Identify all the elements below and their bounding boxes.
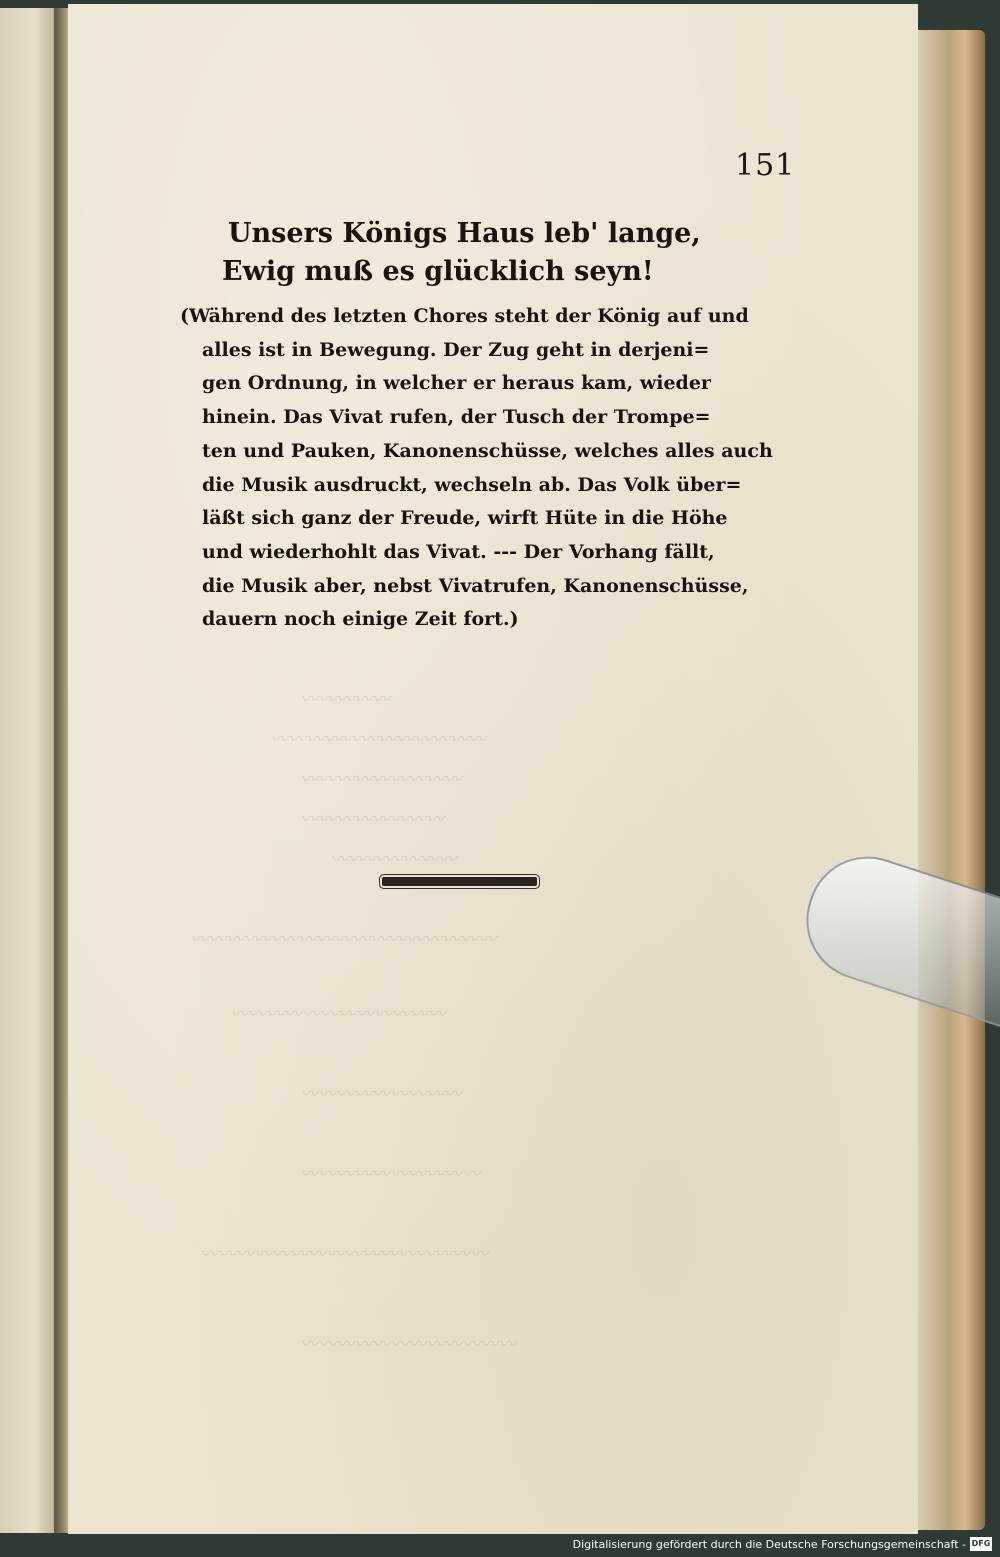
- show-through-text: 〰〰〰〰〰〰〰〰〰〰: [300, 1164, 480, 1185]
- stage-direction-line: die Musik aber, nebst Vivatrufen, Kanonenschüsse,: [202, 574, 749, 597]
- stage-direction: [180, 300, 800, 637]
- stage-direction-line: dauern noch einige Zeit fort.): [202, 608, 519, 631]
- stage-direction-line: und wiederhohlt das Vivat. --- Der Vorhang fällt,: [202, 540, 715, 563]
- stage-direction-line: läßt sich ganz der Freude, wirft Hüte in die Höhe: [202, 507, 728, 530]
- digitization-credit: Digitalisierung gefördert durch die Deutsche Forschungsgemeinschaft -: [572, 1538, 966, 1551]
- show-through-text: 〰〰〰〰〰〰〰〰〰〰〰〰〰〰〰〰〰: [190, 929, 496, 950]
- stage-direction-line: (Während des letzten Chores steht der König auf und: [180, 305, 749, 327]
- show-through-text: 〰〰〰〰〰〰〰〰〰: [300, 1084, 462, 1105]
- stage-direction-line: ten und Pauken, Kanonenschüsse, welches alles auch: [202, 439, 773, 462]
- dfg-logo-icon: DFG: [970, 1537, 992, 1551]
- show-through-text: 〰〰〰〰〰〰〰〰〰: [300, 769, 462, 790]
- stage-direction-line: gen Ordnung, in welcher er heraus kam, wieder: [202, 372, 711, 395]
- show-through-text: 〰〰〰〰〰〰〰〰〰〰〰〰: [230, 1004, 446, 1025]
- show-through-text: 〰〰〰〰〰〰〰〰: [300, 809, 444, 830]
- verse-line: Unsers Königs Haus leb' lange,: [228, 218, 701, 249]
- ornamental-rule: [382, 877, 537, 886]
- show-through-text: 〰〰〰〰〰: [300, 689, 390, 710]
- show-through-text: 〰〰〰〰〰〰〰〰〰〰〰〰: [300, 1334, 516, 1355]
- page-number: 151: [735, 148, 796, 183]
- stage-direction-line: die Musik ausdruckt, wechseln ab. Das Volk über=: [202, 473, 742, 496]
- stage-direction-line: hinein. Das Vivat rufen, der Tusch der Trompe=: [202, 406, 711, 429]
- show-through-text: 〰〰〰〰〰〰〰〰〰〰〰〰〰〰〰〰: [200, 1244, 488, 1265]
- show-through-text: 〰〰〰〰〰〰〰: [330, 849, 456, 870]
- stage-direction-line: alles ist in Bewegung. Der Zug geht in derjeni=: [202, 338, 710, 361]
- show-through-text: 〰〰〰〰〰〰〰〰〰〰〰〰: [270, 729, 486, 750]
- verse-line: Ewig muß es glücklich seyn!: [222, 256, 654, 287]
- facing-page-edge: [0, 8, 60, 1533]
